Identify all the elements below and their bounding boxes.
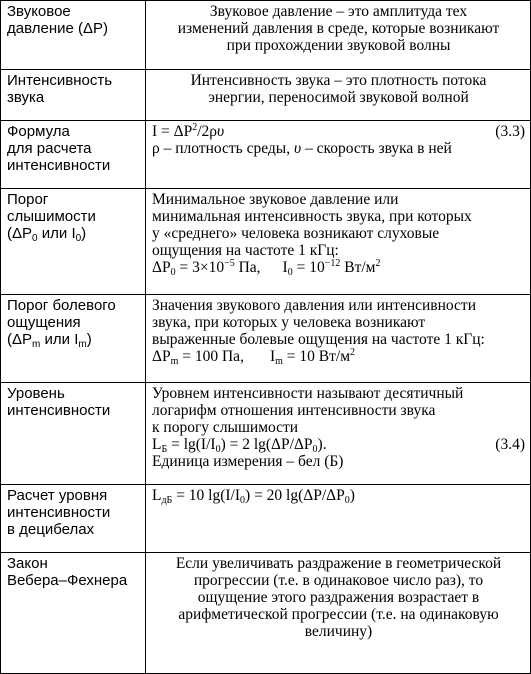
- term-line: Порог болевого: [7, 297, 116, 314]
- formula-subscript: дБ: [161, 495, 173, 506]
- definition-line: ощущение этого раздражения возрастает в: [197, 589, 480, 606]
- definition-line: Звуковое давление – это амплитуда тех: [209, 3, 468, 20]
- term-line: звука: [7, 89, 45, 106]
- definition-cell: [146, 70, 531, 121]
- formula-part: /2ρ: [197, 123, 218, 140]
- value-subscript: m: [275, 356, 283, 367]
- formula-velocity-symbol: υ: [217, 123, 225, 140]
- term-part: или I: [40, 331, 79, 348]
- definition-line: энергии, переносимой звуковой волной: [208, 89, 469, 106]
- value-part: I: [269, 348, 276, 365]
- equation-number: (3.3): [495, 123, 525, 140]
- term-line: для расчета: [7, 140, 92, 157]
- term-subscript: m: [78, 339, 87, 350]
- formula-expression: [152, 436, 327, 453]
- term-line: ощущения: [7, 314, 81, 331]
- definition-line: у «среднего» человека возникают слуховые: [152, 225, 440, 242]
- value-exponent: −5: [224, 258, 235, 269]
- table-row: [1, 189, 531, 295]
- term-line: интенсивности: [7, 504, 111, 521]
- definition-line: Если увеличивать раздражение в геометрической: [175, 555, 502, 572]
- intensity-formula: [152, 123, 525, 140]
- term-cell: [1, 1, 146, 70]
- formula-part: = 10 lg(I/I: [172, 487, 241, 504]
- definition-line: минимальная интенсивность звука, при которых: [152, 208, 472, 225]
- term-line: Закон: [7, 555, 48, 572]
- formula-subscript: 0: [240, 495, 246, 506]
- formula-superscript: 2: [192, 122, 198, 133]
- value-part: = 10: [292, 259, 325, 276]
- value-part: Па,: [234, 259, 261, 276]
- table-row: [1, 485, 531, 553]
- table-row: [1, 295, 531, 383]
- term-subscript: m: [32, 339, 41, 350]
- table-row: [1, 1, 531, 70]
- value-exponent: −12: [324, 258, 341, 269]
- equation-number: (3.4): [495, 436, 525, 453]
- term-subscript: 0: [75, 233, 82, 244]
- term-line: [7, 225, 140, 242]
- term-line: в децибелах: [7, 521, 95, 538]
- term-line: [7, 331, 140, 348]
- definition-line: изменений давления в среде, которые возникают: [177, 20, 500, 37]
- formula-part: = lg(I/I: [167, 436, 216, 453]
- definition-cell: [146, 1, 531, 70]
- definition-line: выраженные болевые ощущения на частоте 1 кГц:: [152, 331, 485, 348]
- definition-line: при прохождении звуковой волны: [226, 37, 451, 54]
- table-row: [1, 121, 531, 189]
- definition-line: Значения звукового давления или интенсивности: [152, 297, 477, 314]
- definition-line: Уровнем интенсивности называют десятичный: [152, 385, 464, 402]
- definition-cell: [146, 189, 531, 295]
- threshold-values: [152, 259, 525, 276]
- definition-line: логарифм отношения интенсивности звука: [152, 402, 436, 419]
- value-exponent: 2: [350, 347, 355, 358]
- formula-part: ) = 20 lg(ΔP/ΔP: [245, 487, 345, 504]
- value-part: = 100 Па,: [178, 348, 244, 365]
- formula-subscript: 0: [312, 444, 318, 455]
- term-part: (ΔP: [7, 225, 33, 242]
- value-subscript: 0: [170, 267, 176, 278]
- term-part: ): [86, 331, 92, 348]
- note-velocity-symbol: υ: [293, 140, 302, 157]
- term-line: Уровень: [7, 385, 65, 402]
- value-part: = 3×10: [175, 259, 225, 276]
- pain-threshold-values: [152, 348, 525, 365]
- definition-line: ощущения на частоте 1 кГц:: [152, 242, 339, 259]
- term-cell: [1, 70, 146, 121]
- formula-expression: [152, 123, 224, 140]
- decibel-formula: [152, 487, 525, 504]
- table-row: [1, 70, 531, 121]
- value-exponent: 2: [375, 258, 381, 269]
- formula-part: L: [152, 487, 162, 504]
- definition-cell: [146, 485, 531, 553]
- formula-note: [152, 140, 525, 157]
- formula-part: I = ΔP: [152, 123, 193, 140]
- term-line: Формула: [7, 123, 70, 140]
- definition-line: прогрессии (т.е. в одинаковое число раз), то: [193, 572, 484, 589]
- term-part: ): [81, 225, 87, 242]
- formula-subscript: Б: [161, 444, 168, 455]
- value-part: ΔP: [152, 348, 171, 365]
- value-part: ΔP: [152, 259, 171, 276]
- note-part: – скорость звука в ней: [301, 140, 452, 157]
- table-row: [1, 383, 531, 485]
- formula-part: ): [349, 487, 355, 504]
- term-line: Расчет уровня: [7, 487, 108, 504]
- definition-line: величину): [304, 623, 373, 640]
- value-part: = 10 Вт/м: [282, 348, 350, 365]
- term-line: давление (ΔP): [7, 20, 109, 37]
- note-part: ρ – плотность среды,: [152, 140, 294, 157]
- term-cell: [1, 295, 146, 383]
- definition-line: Интенсивность звука – это плотность потока: [190, 72, 487, 89]
- term-line: Звуковое: [7, 3, 71, 20]
- term-cell: [1, 553, 146, 674]
- definition-cell: [146, 121, 531, 189]
- definition-line: арифметической прогрессии (т.е. на одинаковую: [178, 606, 499, 623]
- definition-cell: [146, 383, 531, 485]
- term-cell: [1, 383, 146, 485]
- value-part: I: [282, 259, 288, 276]
- term-line: интенсивности: [7, 402, 111, 419]
- value-subscript: 0: [287, 267, 293, 278]
- term-line: Порог: [7, 191, 49, 208]
- definition-cell: [146, 553, 531, 674]
- definition-cell: [146, 295, 531, 383]
- term-line: интенсивности: [7, 157, 111, 174]
- definition-line: звука, при которых у человека возникают: [152, 314, 426, 331]
- term-cell: [1, 121, 146, 189]
- table-row: [1, 553, 531, 674]
- unit-line: Единица измерения – бел (Б): [152, 453, 344, 470]
- term-part: или I: [37, 225, 76, 242]
- formula-subscript: 0: [215, 444, 221, 455]
- definition-line: к порогу слышимости: [152, 419, 299, 436]
- term-line: Интенсивность: [7, 72, 113, 89]
- term-line: Вебера–Фехнера: [7, 572, 128, 589]
- term-line: слышимости: [7, 208, 96, 225]
- value-part: Вт/м: [340, 259, 376, 276]
- term-subscript: 0: [32, 233, 38, 244]
- formula-subscript: 0: [344, 495, 350, 506]
- formula-part: ).: [317, 436, 327, 453]
- definition-line: Минимальное звуковое давление или: [152, 191, 399, 208]
- term-part: (ΔP: [7, 331, 33, 348]
- level-formula: [152, 436, 525, 453]
- term-cell: [1, 189, 146, 295]
- formula-part: L: [152, 436, 162, 453]
- term-cell: [1, 485, 146, 553]
- value-subscript: m: [170, 356, 179, 367]
- formula-part: ) = 2 lg(ΔP/ΔP: [220, 436, 313, 453]
